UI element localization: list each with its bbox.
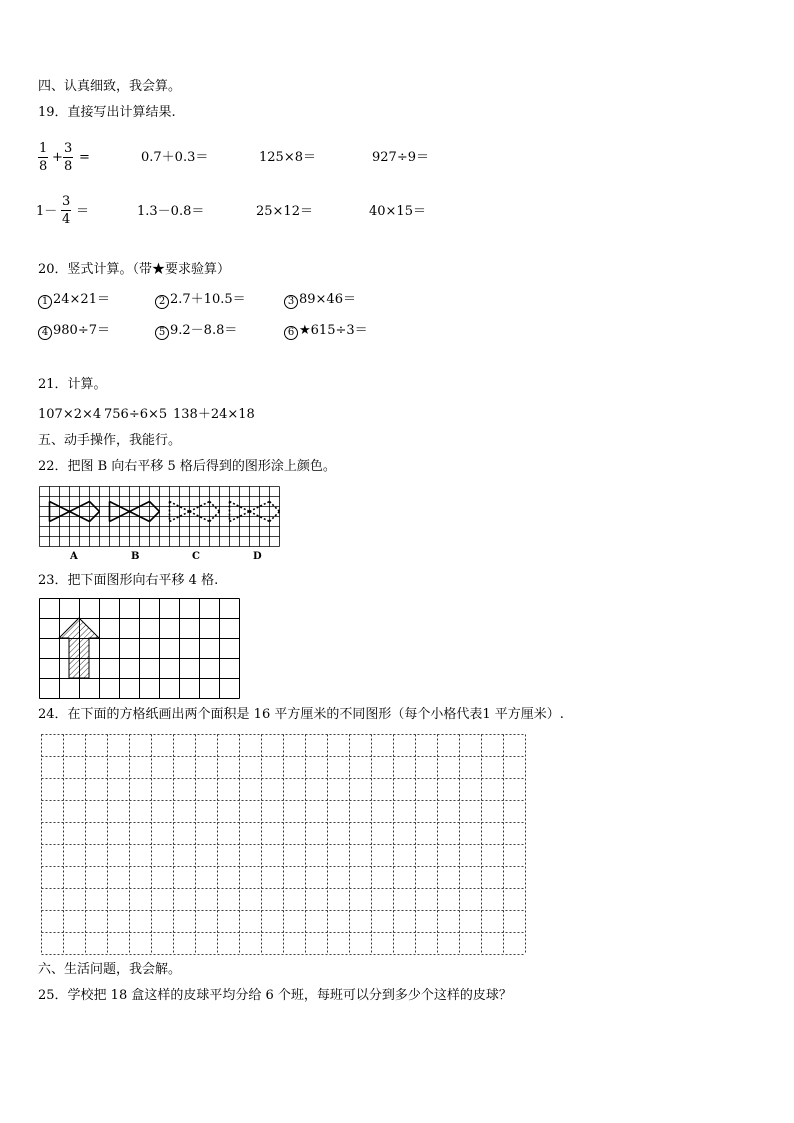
q19-fraction-3 [61, 195, 71, 226]
q21-expr-2: 756÷6×5 [104, 407, 168, 422]
q20-expr: ★615÷3＝ [299, 323, 368, 338]
q21-title: 21．计算。 [38, 377, 107, 392]
section-4-heading: 四、认真细致，我会算。 [38, 79, 182, 94]
q25-title: 25．学校把 18 盒这样的皮球平均分给 6 个班，每班可以分到多少个这样的皮球？ [38, 988, 512, 1003]
q20-item-4 [38, 324, 110, 340]
plus-sign: + [52, 150, 63, 165]
q19-item-d: 927÷9＝ [372, 150, 429, 165]
fraction-numerator: 1 [39, 141, 48, 156]
fraction-denominator: 8 [64, 159, 73, 174]
q20-item-2 [155, 293, 246, 309]
q20-title: 20．竖式计算。（带★要求验算） [38, 262, 231, 277]
q19-item-f: 1.3－0.8＝ [137, 204, 205, 219]
q20-expr: 89×46＝ [299, 292, 356, 307]
circled-number: 1 [38, 295, 52, 309]
arrow-shape [59, 618, 99, 678]
q20-expr: 980÷7＝ [53, 323, 110, 338]
q19-fraction-1 [38, 142, 48, 173]
q20-item-5 [155, 324, 237, 340]
section-5-heading: 五、动手操作，我能行。 [38, 433, 182, 448]
fraction-denominator: 4 [62, 212, 71, 227]
equals-sign: = [79, 150, 90, 165]
circled-number: 4 [38, 326, 52, 340]
q19-fraction-2 [63, 142, 73, 173]
q19-item-b: 0.7＋0.3＝ [141, 150, 209, 165]
q20-item-3 [284, 293, 356, 309]
figure-label-a: A [70, 551, 78, 562]
q19-item-g: 25×12＝ [256, 204, 313, 219]
q20-item-6 [284, 324, 368, 340]
q19-item-e-prefix: 1－ [36, 204, 58, 219]
q21-expr-3: 138＋24×18 [173, 407, 255, 422]
q19-title: 19．直接写出计算结果. [38, 105, 176, 120]
q22-grid-figure [39, 486, 281, 548]
q24-title: 24．在下面的方格纸画出两个面积是 16 平方厘米的不同图形（每个小格代表1 平方厘米）. [38, 707, 564, 722]
q23-title: 23．把下面图形向右平移 4 格. [38, 573, 219, 588]
figure-label-b: B [131, 551, 140, 562]
figure-label-d: D [253, 551, 262, 562]
q20-expr: 9.2－8.8＝ [170, 323, 238, 338]
q20-item-1 [38, 293, 110, 309]
q21-expr-1: 107×2×4 [38, 407, 102, 422]
q24-dotted-grid [41, 734, 527, 956]
section-6-heading: 六、生活问题，我会解。 [38, 962, 182, 977]
q20-expr: 2.7＋10.5＝ [170, 292, 246, 307]
q19-item-h: 40×15＝ [369, 204, 426, 219]
q22-title: 22．把图 B 向右平移 5 格后得到的图形涂上颜色。 [38, 459, 336, 474]
circled-number: 2 [155, 295, 169, 309]
fraction-numerator: 3 [64, 141, 73, 156]
fraction-numerator: 3 [62, 194, 71, 209]
q19-item-c: 125×8＝ [259, 150, 316, 165]
q23-grid-figure [39, 598, 241, 698]
figure-label-c: C [192, 551, 200, 562]
circled-number: 6 [284, 326, 298, 340]
circled-number: 5 [155, 326, 169, 340]
q20-expr: 24×21＝ [53, 292, 110, 307]
circled-number: 3 [284, 295, 298, 309]
equals-sign: ＝ [76, 204, 90, 219]
fraction-denominator: 8 [39, 159, 48, 174]
